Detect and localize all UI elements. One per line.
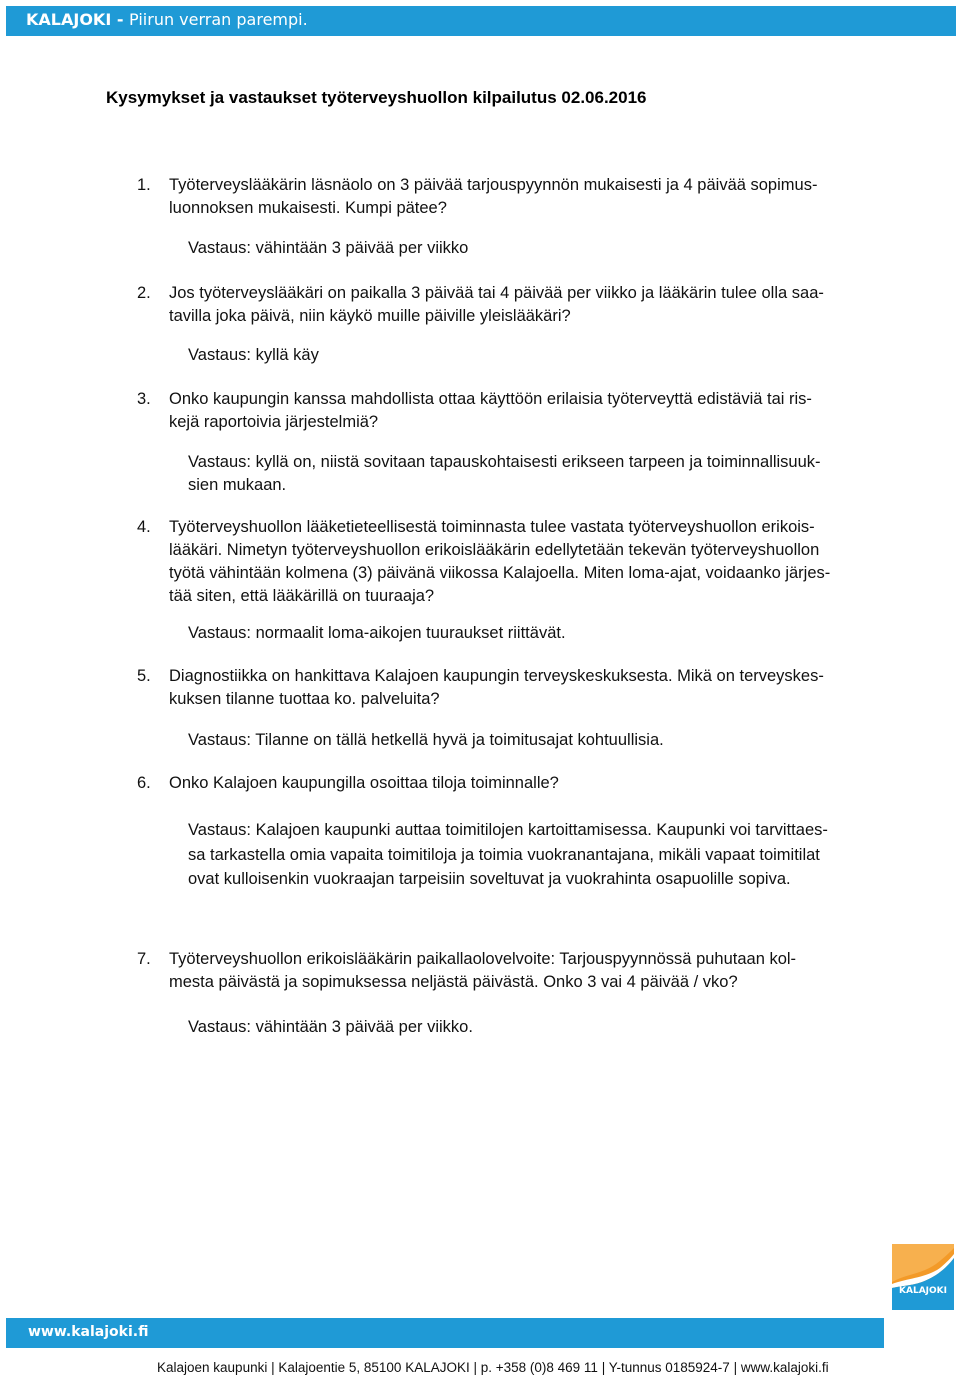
question-number: 6. bbox=[137, 774, 151, 792]
question-text bbox=[169, 516, 909, 608]
question-line: työtä vähintään kolmena (3) päivänä viikossa Kalajoella. Miten loma-ajat, voidaanko järjes- bbox=[169, 564, 831, 582]
question-number: 2. bbox=[137, 284, 151, 302]
question-text bbox=[169, 282, 909, 328]
document-title: Kysymykset ja vastaukset työterveyshuollon kilpailutus 02.06.2016 bbox=[106, 88, 647, 107]
question-line: Työterveyshuollon erikoislääkärin paikallaolovelvoite: Tarjouspyynnössä puhutaan kol- bbox=[169, 950, 797, 968]
kalajoki-logo bbox=[892, 1244, 954, 1310]
question-line: tavilla joka päivä, niin käykö muille päiville yleislääkäri? bbox=[169, 307, 571, 325]
question-line: mesta päivästä ja sopimuksessa neljästä päivästä. Onko 3 vai 4 päivää / vko? bbox=[169, 973, 738, 991]
question-number: 4. bbox=[137, 518, 151, 536]
answer-line: sa tarkastella omia vapaita toimitiloja ja toimia vuokranantajana, mikäli vapaat toimitilat bbox=[188, 845, 820, 864]
question-line: Työterveyslääkärin läsnäolo on 3 päivää tarjouspyynnön mukaisesti ja 4 päivää sopimus- bbox=[169, 176, 818, 194]
question-line: Työterveyshuollon lääketieteellisestä toiminnasta tulee vastata työterveyshuollon erikois- bbox=[169, 518, 815, 536]
answer-line: Vastaus: Kalajoen kaupunki auttaa toimitilojen kartoittamisessa. Kaupunki voi tarvittaes- bbox=[188, 821, 828, 839]
question-number: 5. bbox=[137, 667, 151, 685]
answer-text bbox=[188, 622, 910, 645]
question-line: Onko Kalajoen kaupungilla osoittaa tiloja toiminnalle? bbox=[169, 774, 559, 792]
answer-text bbox=[188, 1016, 910, 1039]
answer-line: Vastaus: Tilanne on tällä hetkellä hyvä ja toimitusajat kohtuullisia. bbox=[188, 731, 664, 749]
brand-separator: - bbox=[111, 10, 130, 29]
answer-text bbox=[188, 729, 910, 752]
question-number: 7. bbox=[137, 950, 151, 968]
brand-name: KALAJOKI bbox=[26, 10, 112, 29]
answer-text bbox=[188, 451, 910, 497]
wave-logo-icon bbox=[892, 1244, 954, 1310]
answer-line: Vastaus: vähintään 3 päivää per viikko. bbox=[188, 1018, 473, 1036]
question-line: tää siten, että lääkärillä on tuuraaja? bbox=[169, 587, 435, 605]
question-number: 3. bbox=[137, 390, 151, 408]
answer-text bbox=[188, 344, 910, 367]
question-line: lääkäri. Nimetyn työterveyshuollon erikoislääkärin edellytetään tekevän työterveyshuollon bbox=[169, 541, 820, 559]
website-link[interactable]: www.kalajoki.fi bbox=[28, 1324, 149, 1340]
question-text bbox=[169, 948, 909, 994]
question-line: luonnoksen mukaisesti. Kumpi pätee? bbox=[169, 199, 447, 217]
question-line: Diagnostiikka on hankittava Kalajoen kaupungin terveyskeskuksesta. Mikä on terveyskes- bbox=[169, 667, 824, 685]
question-line: Jos työterveyslääkäri on paikalla 3 päivää tai 4 päivää per viikko ja lääkärin tulee olla saa- bbox=[169, 284, 824, 302]
footer-contact: Kalajoen kaupunki | Kalajoentie 5, 85100 KALAJOKI | p. +358 (0)8 469 11 | Y-tunnus 0185924-7 | www.kalajoki.fi bbox=[157, 1360, 829, 1375]
answer-line: Vastaus: vähintään 3 päivää per viikko bbox=[188, 239, 469, 257]
answer-line: ovat kulloisenkin vuokraajan tarpeisiin soveltuvat ja vuokrahinta osapuolille sopiva. bbox=[188, 870, 791, 888]
answer-text bbox=[188, 237, 910, 260]
question-text bbox=[169, 174, 909, 220]
brand-slogan-text: Piirun verran parempi. bbox=[129, 10, 308, 29]
answer-line: sien mukaan. bbox=[188, 476, 287, 494]
answer-line: Vastaus: normaalit loma-aikojen tuuraukset riittävät. bbox=[188, 624, 566, 642]
question-line: Onko kaupungin kanssa mahdollista ottaa käyttöön erilaisia työterveyttä edistäviä tai ris- bbox=[169, 390, 812, 408]
question-number: 1. bbox=[137, 176, 151, 194]
answer-line: Vastaus: kyllä on, niistä sovitaan tapauskohtaisesti erikseen tarpeen ja toiminnallisuuk- bbox=[188, 453, 821, 471]
question-text bbox=[169, 665, 909, 711]
question-text bbox=[169, 388, 909, 434]
bottom-banner bbox=[6, 1318, 884, 1348]
question-line: kuksen tilanne tuottaa ko. palveluita? bbox=[169, 690, 440, 708]
question-text bbox=[169, 772, 909, 795]
question-line: kejä raportoivia järjestelmiä? bbox=[169, 413, 379, 431]
answer-text bbox=[188, 818, 910, 892]
answer-line: Vastaus: kyllä käy bbox=[188, 346, 319, 364]
logo-text: KALAJOKI bbox=[899, 1286, 947, 1296]
